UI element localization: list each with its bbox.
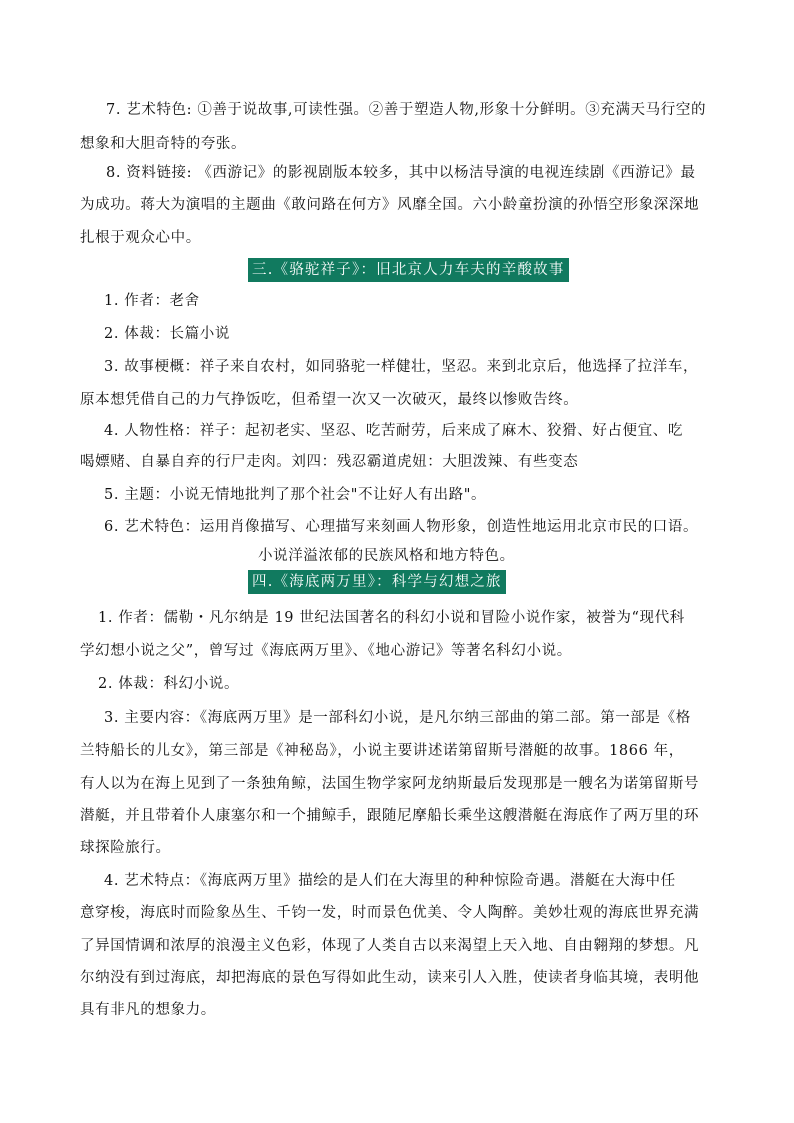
xiangzi-item4-line2: 喝嫖赌、自暴自弃的行尸走肉。刘四：残忍霸道虎妞：大胆泼辣、有些变态 — [80, 454, 579, 470]
leagues-item1-line1: 1. 作者：儒勒・凡尔纳是 19 世纪法国著名的科幻小说和冒险小说作家，被誉为“现代科 — [98, 610, 685, 626]
xiangzi-item5: 5. 主题：小说无情地批判了那个社会"不让好人有出路"。 — [104, 487, 487, 503]
leagues-item4-line1: 4. 艺术特点：《海底两万里》描绘的是人们在大海里的种种惊险奇遇。潜艇在大海中任 — [104, 873, 676, 889]
xiangzi-item4-line1: 4. 人物性格：祥子：起初老实、坚忍、吃苦耐劳，后来成了麻木、狡猾、好占便宜、吃 — [104, 423, 683, 439]
journey-west-item8-line1: 8. 资料链接: 《西游记》的影视剧版本较多，其中以杨洁导演的电视连续剧《西游记》最 — [106, 165, 696, 181]
leagues-item3-line1: 3. 主要内容：《海底两万里》是一部科幻小说，是凡尔纳三部曲的第二部。第一部是《格 — [104, 710, 691, 726]
leagues-item3-line5: 球探险旅行。 — [80, 840, 171, 856]
xiangzi-item2: 2. 体裁：长篇小说 — [104, 326, 230, 342]
section-heading-twenty-thousand-leagues: 四.《海底两万里》：科学与幻想之旅 — [248, 570, 506, 594]
leagues-item3-line2: 兰特船长的儿女》，第三部是《神秘岛》，小说主要讲述诺第留斯号潜艇的故事。1866 年， — [80, 743, 684, 759]
leagues-item1-line2: 学幻想小说之父”，曾写过《海底两万里》、《地心游记》等著名科幻小说。 — [80, 643, 572, 659]
section-heading-camel-xiangzi: 三.《骆驼祥子》：旧北京人力车夫的辛酸故事 — [248, 258, 569, 282]
leagues-item3-line3: 有人以为在海上见到了一条独角鲸，法国生物学家阿龙纳斯最后发现那是一艘名为诺第留斯号 — [80, 776, 700, 792]
journey-west-item7-line1: 7. 艺术特色: ①善于说故事,可读性强。②善于塑造人物,形象十分鲜明。③充满天马行空的 — [106, 102, 707, 118]
leagues-item2: 2. 体裁：科幻小说。 — [98, 676, 240, 692]
leagues-item4-line4: 尔纳没有到过海底，却把海底的景色写得如此生动，读来引人入胜，使读者身临其境，表明他 — [80, 970, 700, 986]
leagues-item4-line5: 具有非凡的想象力。 — [80, 1002, 216, 1018]
xiangzi-item3-line2: 原本想凭借自己的力气挣饭吃，但希望一次又一次破灭，最终以惨败告终。 — [80, 392, 579, 408]
leagues-item3-line4: 潜艇，并且带着仆人康塞尔和一个捕鲸手，跟随尼摩船长乘坐这艘潜艇在海底作了两万里的环 — [80, 808, 700, 824]
leagues-item4-line3: 了异国情调和浓厚的浪漫主义色彩，体现了人类自古以来渴望上天入地、自由翱翔的梦想。凡 — [80, 938, 700, 954]
xiangzi-item3-line1: 3. 故事梗概：祥子来自农村，如同骆驼一样健壮，坚忍。来到北京后，他选择了拉洋车， — [104, 359, 699, 375]
leagues-item4-line2: 意穿梭，海底时而险象丛生、千钧一发，时而景色优美、令人陶醉。美妙壮观的海底世界充满 — [80, 905, 700, 921]
journey-west-item8-line3: 扎根于观众心中。 — [80, 230, 201, 246]
xiangzi-item1: 1. 作者：老舍 — [104, 293, 200, 309]
journey-west-item8-line2: 为成功。蒋大为演唱的主题曲《敢问路在何方》风靡全国。六小龄童扮演的孙悟空形象深深地 — [80, 197, 700, 213]
xiangzi-item6-line2: 小说洋溢浓郁的民族风格和地方特色。 — [258, 548, 515, 564]
xiangzi-item6-line1: 6. 艺术特色：运用肖像描写、心理描写来刻画人物形象，创造性地运用北京市民的口语。 — [104, 519, 699, 535]
journey-west-item7-line2: 想象和大胆奇特的夸张。 — [80, 136, 247, 152]
